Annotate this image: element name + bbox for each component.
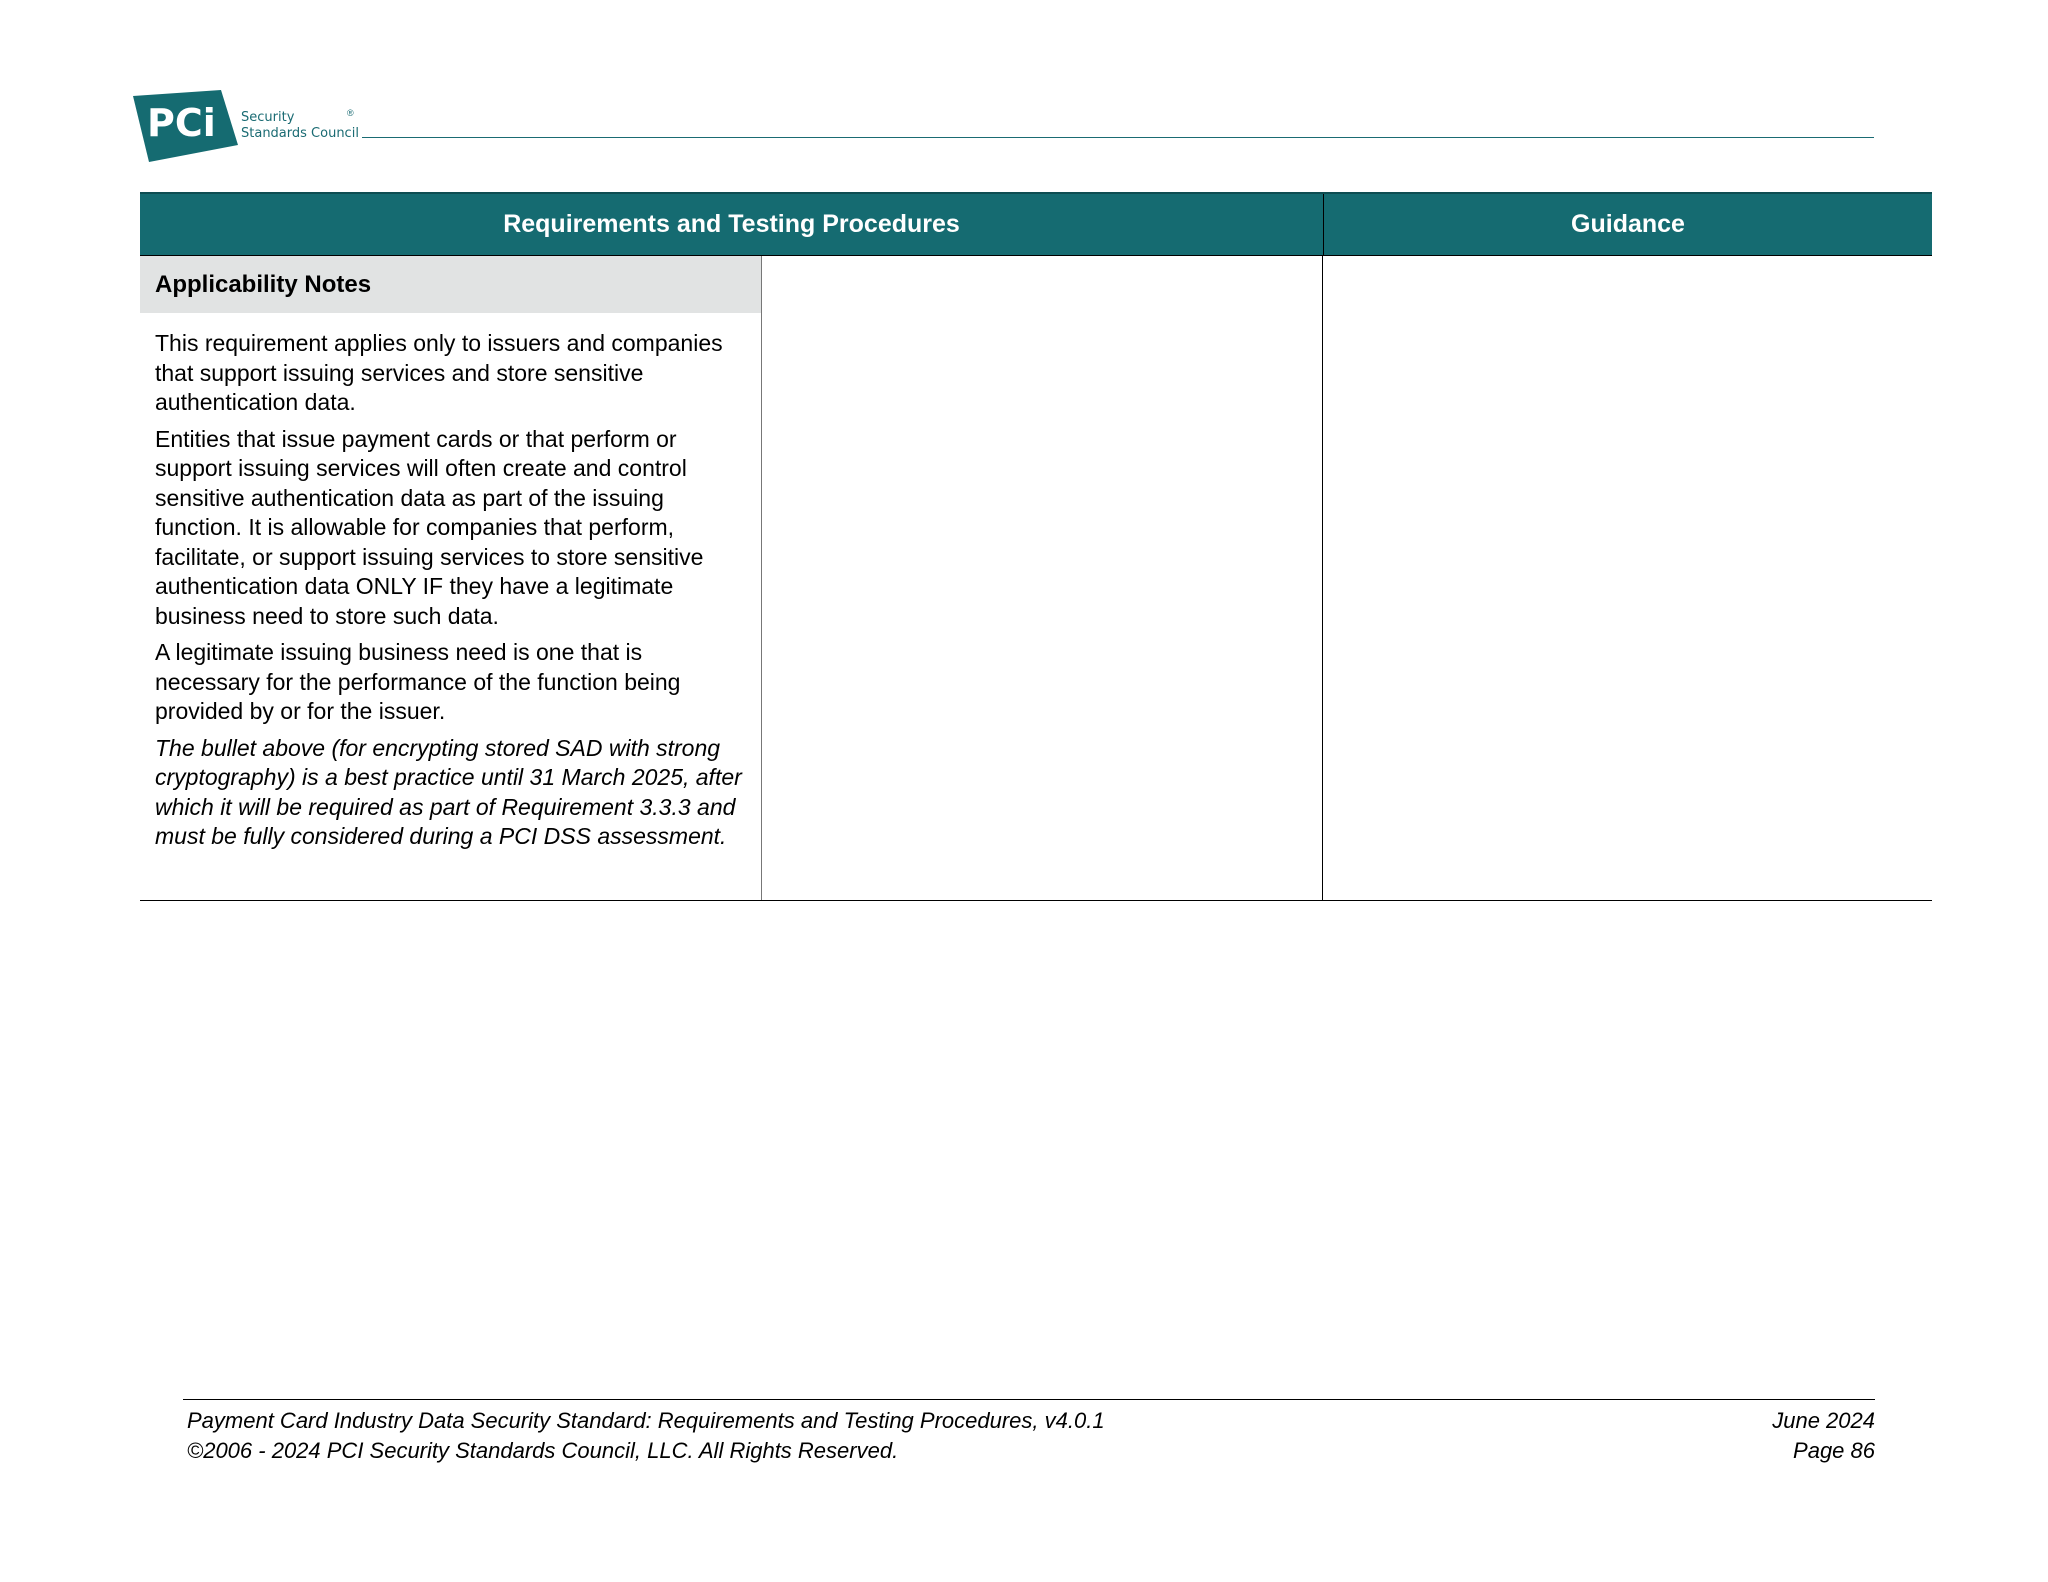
requirements-cell [140,256,762,900]
column-header-requirements: Requirements and Testing Procedures [140,194,1324,255]
header-divider [362,137,1874,138]
pci-logo-mark [133,90,238,162]
footer-divider [183,1399,1875,1400]
applicability-notes-heading: Applicability Notes [140,256,761,313]
footer-page-number: Page 86 [1793,1437,1875,1463]
requirements-table [140,192,1932,901]
column-header-guidance: Guidance [1571,210,1685,238]
logo-line-1: Security [241,110,295,125]
logo-mark-text: PCi [147,101,216,145]
footer-date: June 2024 [1772,1408,1875,1433]
logo-line-2: Standards Council [241,126,359,141]
applicability-paragraph: A legitimate issuing business need is one that is necessary for the performance of the function being provided by or for the issuer. [155,639,681,724]
table-header [140,192,1932,256]
applicability-paragraph: This requirement applies only to issuers and companies that support issuing services and store sensitive authentication data. [155,330,723,415]
logo-wordmark [241,110,359,142]
guidance-cell [1323,256,1932,900]
applicability-paragraph: Entities that issue payment cards or that perform or support issuing services will often create and control sensitive authentication data as part of the issuing function. It is allowable for companies that perform, facilitate, or support issuing services to store sensitive authentication data ONLY IF they have a legitimate business need to store such data. [155,425,704,629]
pci-logo [133,90,363,166]
footer-document-title: Payment Card Industry Data Security Standard: Requirements and Testing Procedures, v4.0.1 [187,1408,1105,1433]
table-row [140,256,1932,901]
footer-left [187,1406,1105,1465]
registered-mark: ® [347,108,354,118]
applicability-note-italic: The bullet above (for encrypting stored SAD with strong cryptography) is a best practice until 31 March 2025, after which it will be required as part of Requirement 3.3.3 and must be fully considered during a PCI DSS assessment. [155,734,742,849]
footer-right [1772,1406,1875,1465]
footer-copyright: ©2006 - 2024 PCI Security Standards Council, LLC. All Rights Reserved. [187,1437,899,1463]
testing-procedures-cell [762,256,1323,900]
